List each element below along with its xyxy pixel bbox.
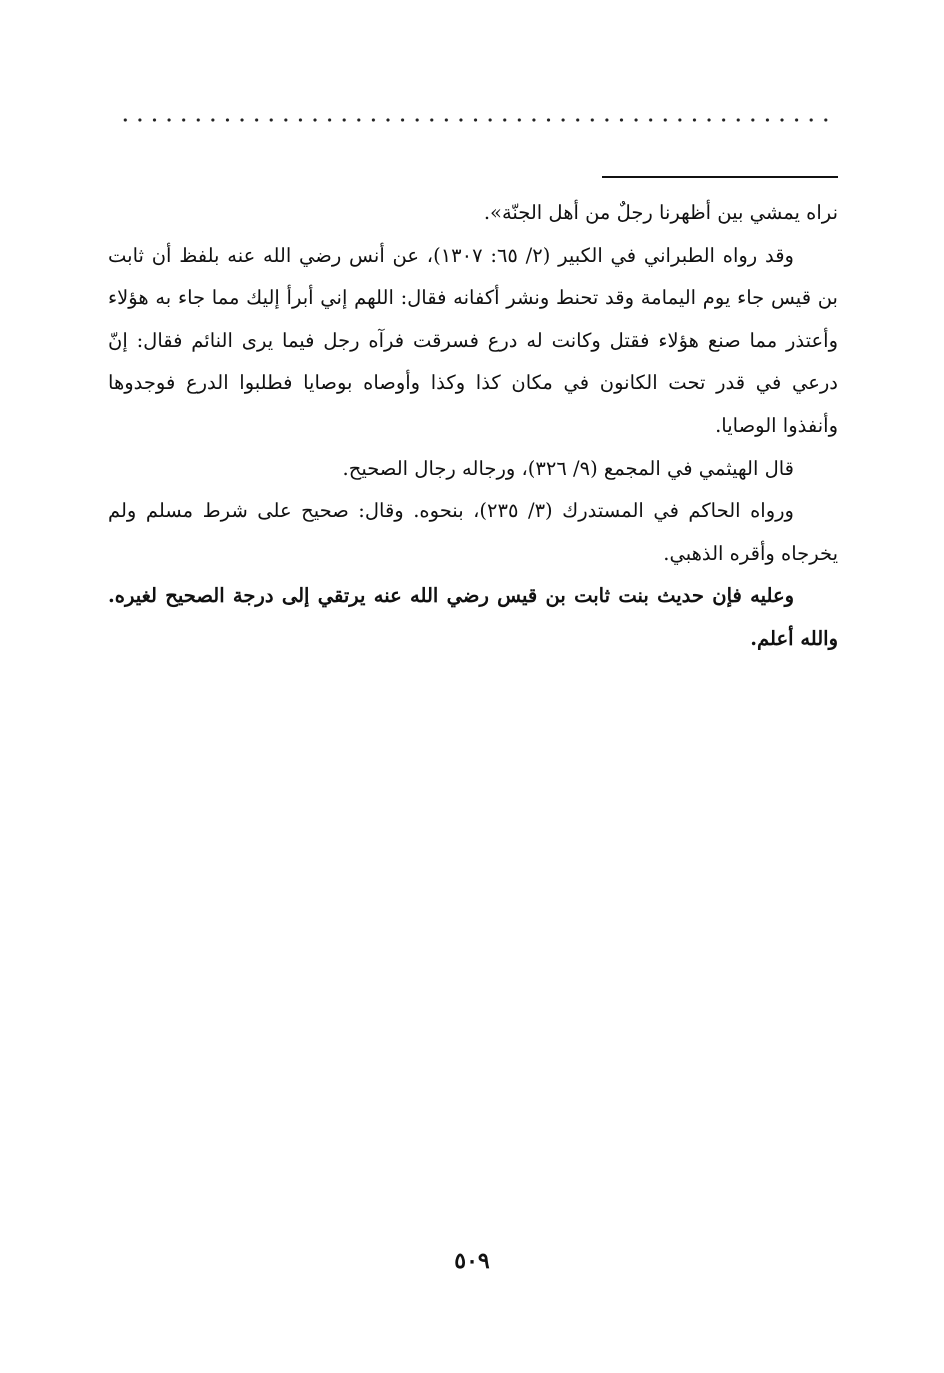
footnote-separator-line	[602, 176, 838, 178]
paragraph-hakim: ورواه الحاكم في المستدرك (٣/ ٢٣٥)، بنحوه. وقال: صحيح على شرط مسلم ولم يخرجاه وأقره الذهبي.	[108, 499, 838, 565]
paragraph-haythami: قال الهيثمي في المجمع (٩/ ٣٢٦)، ورجاله رجال الصحيح.	[342, 456, 794, 480]
page-number: ٥٠٩	[454, 1248, 490, 1274]
paragraph-tabarani: وقد رواه الطبراني في الكبير (٢/ ٦٥: ١٣٠٧)، عن أنس رضي الله عنه بلفظ أن ثابت بن قيس جاء يوم اليمامة وقد تحنط ونشر أكفانه فقال: اللهم إني أبرأ إليك مما جاء به هؤلاء وأعتذر مما صنع هؤلاء فقتل وكانت له درع فسرقت فرآه رجل فيما يرى النائم فقال: إنّ درعي في قدر تحت الكانون في مكان كذا وكذا وأوصاه بوصايا فطلبوا الدرع فوجدوها وأنفذوا الوصايا.	[108, 243, 838, 437]
page-body-text	[108, 192, 838, 661]
dotted-separator	[118, 118, 836, 122]
paragraph-conclusion: وعليه فإن حديث بنت ثابت بن قيس رضي الله عنه يرتقي إلى درجة الصحيح لغيره. والله أعلم.	[108, 584, 838, 650]
paragraph-continuation: نراه يمشي بين أظهرنا رجلٌ من أهل الجنّة».	[483, 201, 838, 224]
